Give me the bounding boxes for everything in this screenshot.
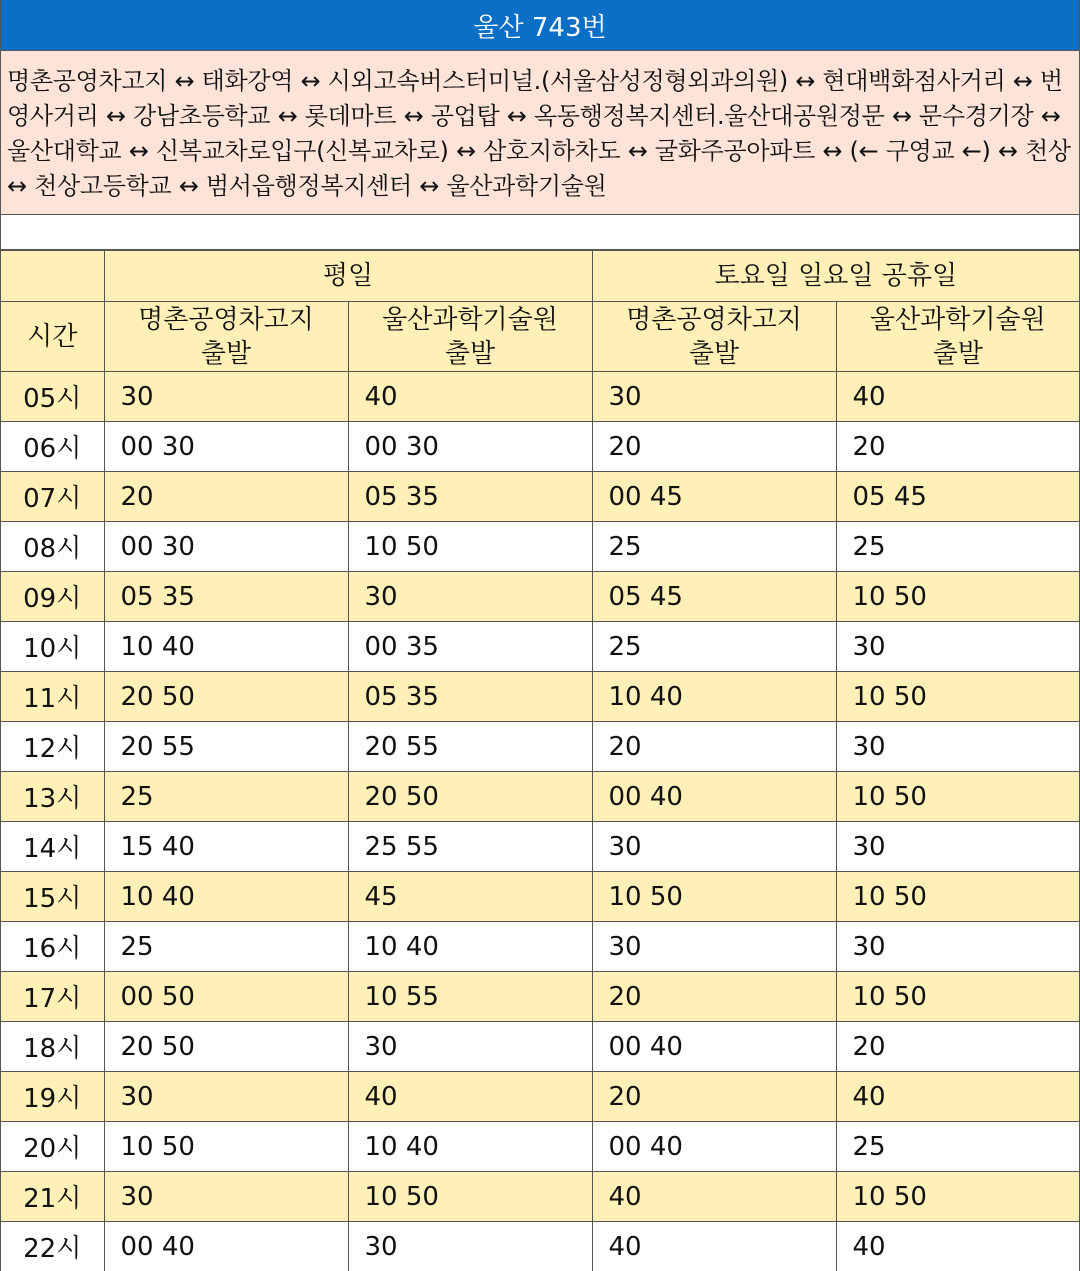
minutes-cell: 30: [592, 822, 836, 872]
table-row: [1, 522, 1079, 572]
minutes-cell: 00 30: [348, 422, 592, 472]
table-row: [1, 922, 1079, 972]
minutes-cell: 10 40: [592, 672, 836, 722]
table-row: [1, 1072, 1079, 1122]
weekday-header: 평일: [104, 251, 592, 302]
weekday-from-unist-header: [348, 302, 592, 372]
minutes-cell: 30: [592, 922, 836, 972]
table-row: [1, 572, 1079, 622]
minutes-cell: 20: [592, 722, 836, 772]
hour-cell: 07시: [1, 472, 104, 522]
hour-cell: 20시: [1, 1122, 104, 1172]
header-line: 출발: [932, 338, 983, 369]
minutes-cell: 25 55: [348, 822, 592, 872]
minutes-cell: 00 50: [104, 972, 348, 1022]
minutes-cell: 10 50: [836, 572, 1079, 622]
table-row: [1, 872, 1079, 922]
header-line: 명촌공영차고지: [138, 304, 314, 335]
minutes-cell: 30: [836, 722, 1079, 772]
minutes-cell: 10 40: [104, 872, 348, 922]
minutes-cell: 25: [592, 622, 836, 672]
weekend-header: 토요일 일요일 공휴일: [592, 251, 1079, 302]
minutes-cell: 10 50: [836, 872, 1079, 922]
minutes-cell: 30: [836, 822, 1079, 872]
header-line: 출발: [444, 338, 496, 369]
table-row: [1, 722, 1079, 772]
minutes-cell: 00 40: [592, 1122, 836, 1172]
minutes-cell: 10 40: [104, 622, 348, 672]
hour-cell: 22시: [1, 1222, 104, 1271]
table-row: [1, 772, 1079, 822]
minutes-cell: 10 55: [348, 972, 592, 1022]
hour-cell: 15시: [1, 872, 104, 922]
minutes-cell: 20: [592, 1072, 836, 1122]
minutes-cell: 15 40: [104, 822, 348, 872]
minutes-cell: 10 50: [836, 772, 1079, 822]
weekend-from-myeongchon-header: [592, 302, 836, 372]
minutes-cell: 00 30: [104, 522, 348, 572]
hour-cell: 17시: [1, 972, 104, 1022]
minutes-cell: 40: [348, 1072, 592, 1122]
minutes-cell: 30: [836, 922, 1079, 972]
weekend-from-unist-header: [836, 302, 1079, 372]
minutes-cell: 00 45: [592, 472, 836, 522]
minutes-cell: 05 35: [348, 672, 592, 722]
minutes-cell: 25: [836, 1122, 1079, 1172]
hour-cell: 05시: [1, 372, 104, 422]
table-row: [1, 622, 1079, 672]
header-line: 울산과학기술원: [382, 304, 558, 335]
minutes-cell: 40: [592, 1222, 836, 1271]
hour-cell: 06시: [1, 422, 104, 472]
spacer-row: [1, 215, 1079, 250]
minutes-cell: 00 30: [104, 422, 348, 472]
route-description: 명촌공영차고지 ↔ 태화강역 ↔ 시외고속버스터미널.(서울삼성정형외과의원) ↔ 현대백화점사거리 ↔ 번영사거리 ↔ 강남초등학교 ↔ 롯데마트 ↔ 공업탑 ↔ 옥동행정복지센터.울산대공원정문 ↔ 문수경기장 ↔ 울산대학교 ↔ 신복교차로입구(신복교차로) ↔ 삼호지하차도 ↔ 굴화주공아파트 ↔ (← 구영교 ←) ↔ 천상 ↔ 천상고등학교 ↔ 범서읍행정복지센터 ↔ 울산과학기술원: [1, 51, 1079, 215]
minutes-cell: 20 55: [348, 722, 592, 772]
minutes-cell: 05 35: [348, 472, 592, 522]
minutes-cell: 45: [348, 872, 592, 922]
minutes-cell: 20 55: [104, 722, 348, 772]
minutes-cell: 20 50: [104, 672, 348, 722]
minutes-cell: 20 50: [348, 772, 592, 822]
hour-cell: 09시: [1, 572, 104, 622]
minutes-cell: 10 50: [836, 672, 1079, 722]
weekday-from-myeongchon-header: [104, 302, 348, 372]
minutes-cell: 00 40: [104, 1222, 348, 1271]
page-title: 울산 743번: [1, 0, 1079, 51]
minutes-cell: 05 45: [592, 572, 836, 622]
minutes-cell: 30: [348, 1222, 592, 1271]
minutes-cell: 40: [348, 372, 592, 422]
timetable: [1, 250, 1079, 1271]
minutes-cell: 10 50: [836, 1172, 1079, 1222]
minutes-cell: 10 50: [592, 872, 836, 922]
table-row: [1, 472, 1079, 522]
minutes-cell: 20: [104, 472, 348, 522]
minutes-cell: 30: [348, 1022, 592, 1072]
minutes-cell: 30: [836, 622, 1079, 672]
minutes-cell: 40: [836, 1072, 1079, 1122]
header-line: 명촌공영차고지: [626, 304, 802, 335]
table-row: [1, 972, 1079, 1022]
table-row: [1, 1122, 1079, 1172]
minutes-cell: 10 50: [348, 1172, 592, 1222]
minutes-cell: 25: [104, 772, 348, 822]
minutes-cell: 30: [104, 1172, 348, 1222]
minutes-cell: 25: [592, 522, 836, 572]
minutes-cell: 30: [592, 372, 836, 422]
minutes-cell: 25: [104, 922, 348, 972]
minutes-cell: 25: [836, 522, 1079, 572]
minutes-cell: 30: [348, 572, 592, 622]
time-header: 시간: [1, 302, 104, 372]
hour-cell: 18시: [1, 1022, 104, 1072]
minutes-cell: 00 40: [592, 772, 836, 822]
minutes-cell: 00 40: [592, 1022, 836, 1072]
hour-cell: 21시: [1, 1172, 104, 1222]
minutes-cell: 10 40: [348, 922, 592, 972]
minutes-cell: 10 50: [104, 1122, 348, 1172]
minutes-cell: 10 50: [836, 972, 1079, 1022]
header-line: 울산과학기술원: [869, 304, 1046, 335]
minutes-cell: 20 50: [104, 1022, 348, 1072]
minutes-cell: 20: [836, 1022, 1079, 1072]
minutes-cell: 20: [592, 972, 836, 1022]
minutes-cell: 00 35: [348, 622, 592, 672]
minutes-cell: 40: [836, 1222, 1079, 1271]
header-line: 출발: [200, 338, 252, 369]
hour-cell: 13시: [1, 772, 104, 822]
minutes-cell: 20: [592, 422, 836, 472]
minutes-cell: 30: [104, 1072, 348, 1122]
minutes-cell: 05 45: [836, 472, 1079, 522]
table-row: [1, 372, 1079, 422]
hour-cell: 08시: [1, 522, 104, 572]
header-line: 출발: [688, 338, 740, 369]
minutes-cell: 40: [592, 1172, 836, 1222]
hour-cell: 12시: [1, 722, 104, 772]
table-row: [1, 422, 1079, 472]
table-row: [1, 1022, 1079, 1072]
minutes-cell: 10 50: [348, 522, 592, 572]
minutes-cell: 20: [836, 422, 1079, 472]
table-row: [1, 672, 1079, 722]
minutes-cell: 05 35: [104, 572, 348, 622]
minutes-cell: 40: [836, 372, 1079, 422]
table-row: [1, 1222, 1079, 1271]
minutes-cell: 10 40: [348, 1122, 592, 1172]
corner-cell: [1, 251, 104, 302]
hour-cell: 11시: [1, 672, 104, 722]
hour-cell: 10시: [1, 622, 104, 672]
minutes-cell: 30: [104, 372, 348, 422]
hour-cell: 14시: [1, 822, 104, 872]
table-row: [1, 822, 1079, 872]
hour-cell: 19시: [1, 1072, 104, 1122]
table-row: [1, 1172, 1079, 1222]
hour-cell: 16시: [1, 922, 104, 972]
